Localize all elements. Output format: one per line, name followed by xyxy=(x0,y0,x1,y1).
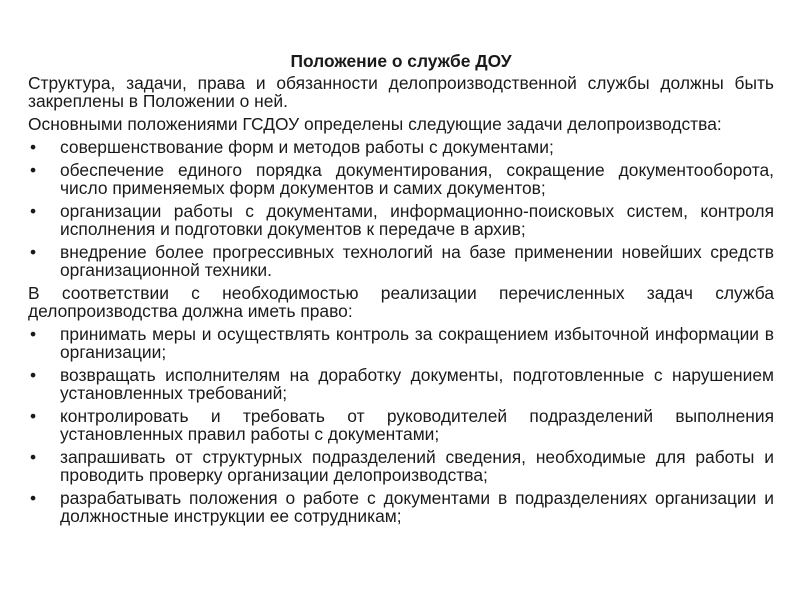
list-item xyxy=(28,243,774,279)
tasks-intro-paragraph: Основными положениями ГСДОУ определены следующие задачи делопроизводства: xyxy=(28,114,722,134)
document-title: Положение о службе ДОУ xyxy=(290,51,512,71)
bullet-icon: • xyxy=(30,447,37,467)
list-item xyxy=(28,161,774,197)
intro-paragraph: Структура, задачи, права и обязанности делопроизводственной службы должны быть закреплены в Положении о ней. xyxy=(28,73,774,111)
list-item xyxy=(28,325,774,361)
bullet-icon: • xyxy=(30,242,37,262)
bullet-icon: • xyxy=(30,365,37,385)
list-item-text: возвращать исполнителям на доработку документы, подготовленные с нарушением установленных требований; xyxy=(60,365,774,403)
list-item-text: разрабатывать положения о работе с документами в подразделениях организации и должностные инструкции ее сотрудникам; xyxy=(60,488,774,526)
bullet-icon: • xyxy=(30,488,37,508)
list-item xyxy=(28,489,774,525)
rights-intro-paragraph: В соответствии с необходимостью реализации перечисленных задач служба делопроизводства должна иметь право: xyxy=(28,283,774,321)
list-item-text: организации работы с документами, информационно-поисковых систем, контроля исполнения и подготовки документов к передаче в архив; xyxy=(60,201,774,239)
list-item xyxy=(28,138,774,156)
list-item-text: запрашивать от структурных подразделений сведения, необходимые для работы и проводить проверку организации делопроизводства; xyxy=(60,447,774,485)
bullet-icon: • xyxy=(30,137,37,157)
list-item-text: совершенствование форм и методов работы с документами; xyxy=(60,137,554,157)
list-item xyxy=(28,448,774,484)
bullet-icon: • xyxy=(30,324,37,344)
rights-list xyxy=(28,325,774,525)
list-item-text: принимать меры и осуществлять контроль за сокращением избыточной информации в организации; xyxy=(60,324,774,362)
bullet-icon: • xyxy=(30,406,37,426)
document-page xyxy=(28,52,774,530)
bullet-icon: • xyxy=(30,201,37,221)
list-item-text: контролировать и требовать от руководителей подразделений выполнения установленных правил работы с документами; xyxy=(60,406,774,444)
list-item xyxy=(28,366,774,402)
tasks-list xyxy=(28,138,774,279)
list-item xyxy=(28,407,774,443)
list-item xyxy=(28,202,774,238)
bullet-icon: • xyxy=(30,160,37,180)
list-item-text: обеспечение единого порядка документирования, сокращение документооборота, число применяемых форм документов и самих документов; xyxy=(60,160,774,198)
list-item-text: внедрение более прогрессивных технологий на базе применении новейших средств организационной техники. xyxy=(60,242,774,280)
